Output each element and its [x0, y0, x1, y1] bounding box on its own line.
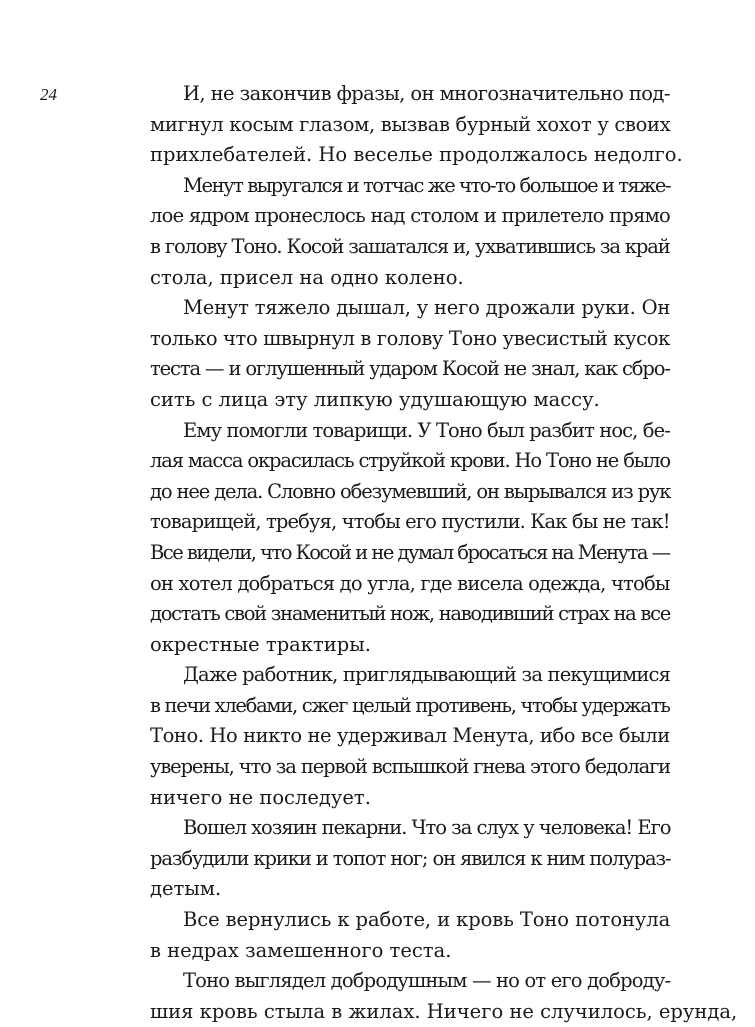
text-line: Менут тяжело дышал, у него дрожали руки. Он	[183, 296, 671, 320]
text-line: он хотел добраться до угла, где висела одежда, чтобы	[150, 571, 670, 595]
text-line: Тоно. Но никто не удерживал Менута, ибо все были	[150, 724, 670, 748]
body-text	[150, 79, 738, 1027]
text-line: в печи хлебами, сжег целый противень, чтобы удержать	[150, 693, 670, 717]
text-line: лое ядром пронеслось над столом и прилетело прямо	[150, 204, 671, 228]
text-line: Вошел хозяин пекарни. Что за слух у человека! Его	[183, 816, 671, 840]
text-line: мигнул косым глазом, вызвав бурный хохот у своих	[150, 112, 671, 136]
text-line: уверены, что за первой вспышкой гнева этого бедолаги	[150, 755, 671, 779]
text-line: шия кровь стыла в жилах. Ничего не случилось, ерунда,	[150, 999, 738, 1023]
text-line: теста — и оглушенный ударом Косой не знал, как сбро-	[150, 357, 670, 381]
text-line: И, не закончив фразы, он многозначительно под-	[183, 82, 670, 105]
text-line: разбудили крики и топот ног; он явился к ним полураз-	[150, 846, 671, 870]
text-line: в голову Тоно. Косой зашатался и, ухватившись за край	[150, 234, 670, 258]
text-line: товарищей, требуя, чтобы его пустили. Как бы не так!	[150, 510, 670, 534]
page-number: 24	[40, 85, 57, 104]
text-line: ничего не последует.	[150, 785, 371, 809]
text-line: лая масса окрасилась струйкой крови. Но Тоно не было	[150, 449, 670, 473]
text-line: Менут выругался и тотчас же что-то большое и тяже-	[183, 173, 671, 197]
text-line: сить с лица эту липкую удушающую массу.	[150, 387, 600, 411]
text-line: Ему помогли товарищи. У Тоно был разбит нос, бе-	[183, 418, 670, 442]
text-line: Все вернулись к работе, и кровь Тоно потонула	[183, 908, 671, 932]
text-line: Даже работник, приглядывающий за пекущимися	[183, 663, 671, 687]
text-line: только что швырнул в голову Тоно увесистый кусок	[150, 326, 670, 350]
text-line: достать свой знаменитый нож, наводивший страх на все	[150, 602, 670, 626]
text-line: стола, присел на одно колено.	[150, 265, 464, 289]
text-line: в недрах замешенного теста.	[150, 938, 452, 962]
text-line: до нее дела. Словно обезумевший, он вырывался из рук	[150, 479, 671, 503]
text-line: детым.	[150, 877, 222, 901]
text-line: окрестные трактиры.	[150, 632, 371, 656]
text-line: Тоно выглядел добродушным — но от его доброду-	[183, 969, 671, 993]
text-line: Все видели, что Косой и не думал бросаться на Менута —	[150, 540, 670, 564]
text-line: прихлебателей. Но веселье продолжалось недолго.	[150, 143, 683, 167]
